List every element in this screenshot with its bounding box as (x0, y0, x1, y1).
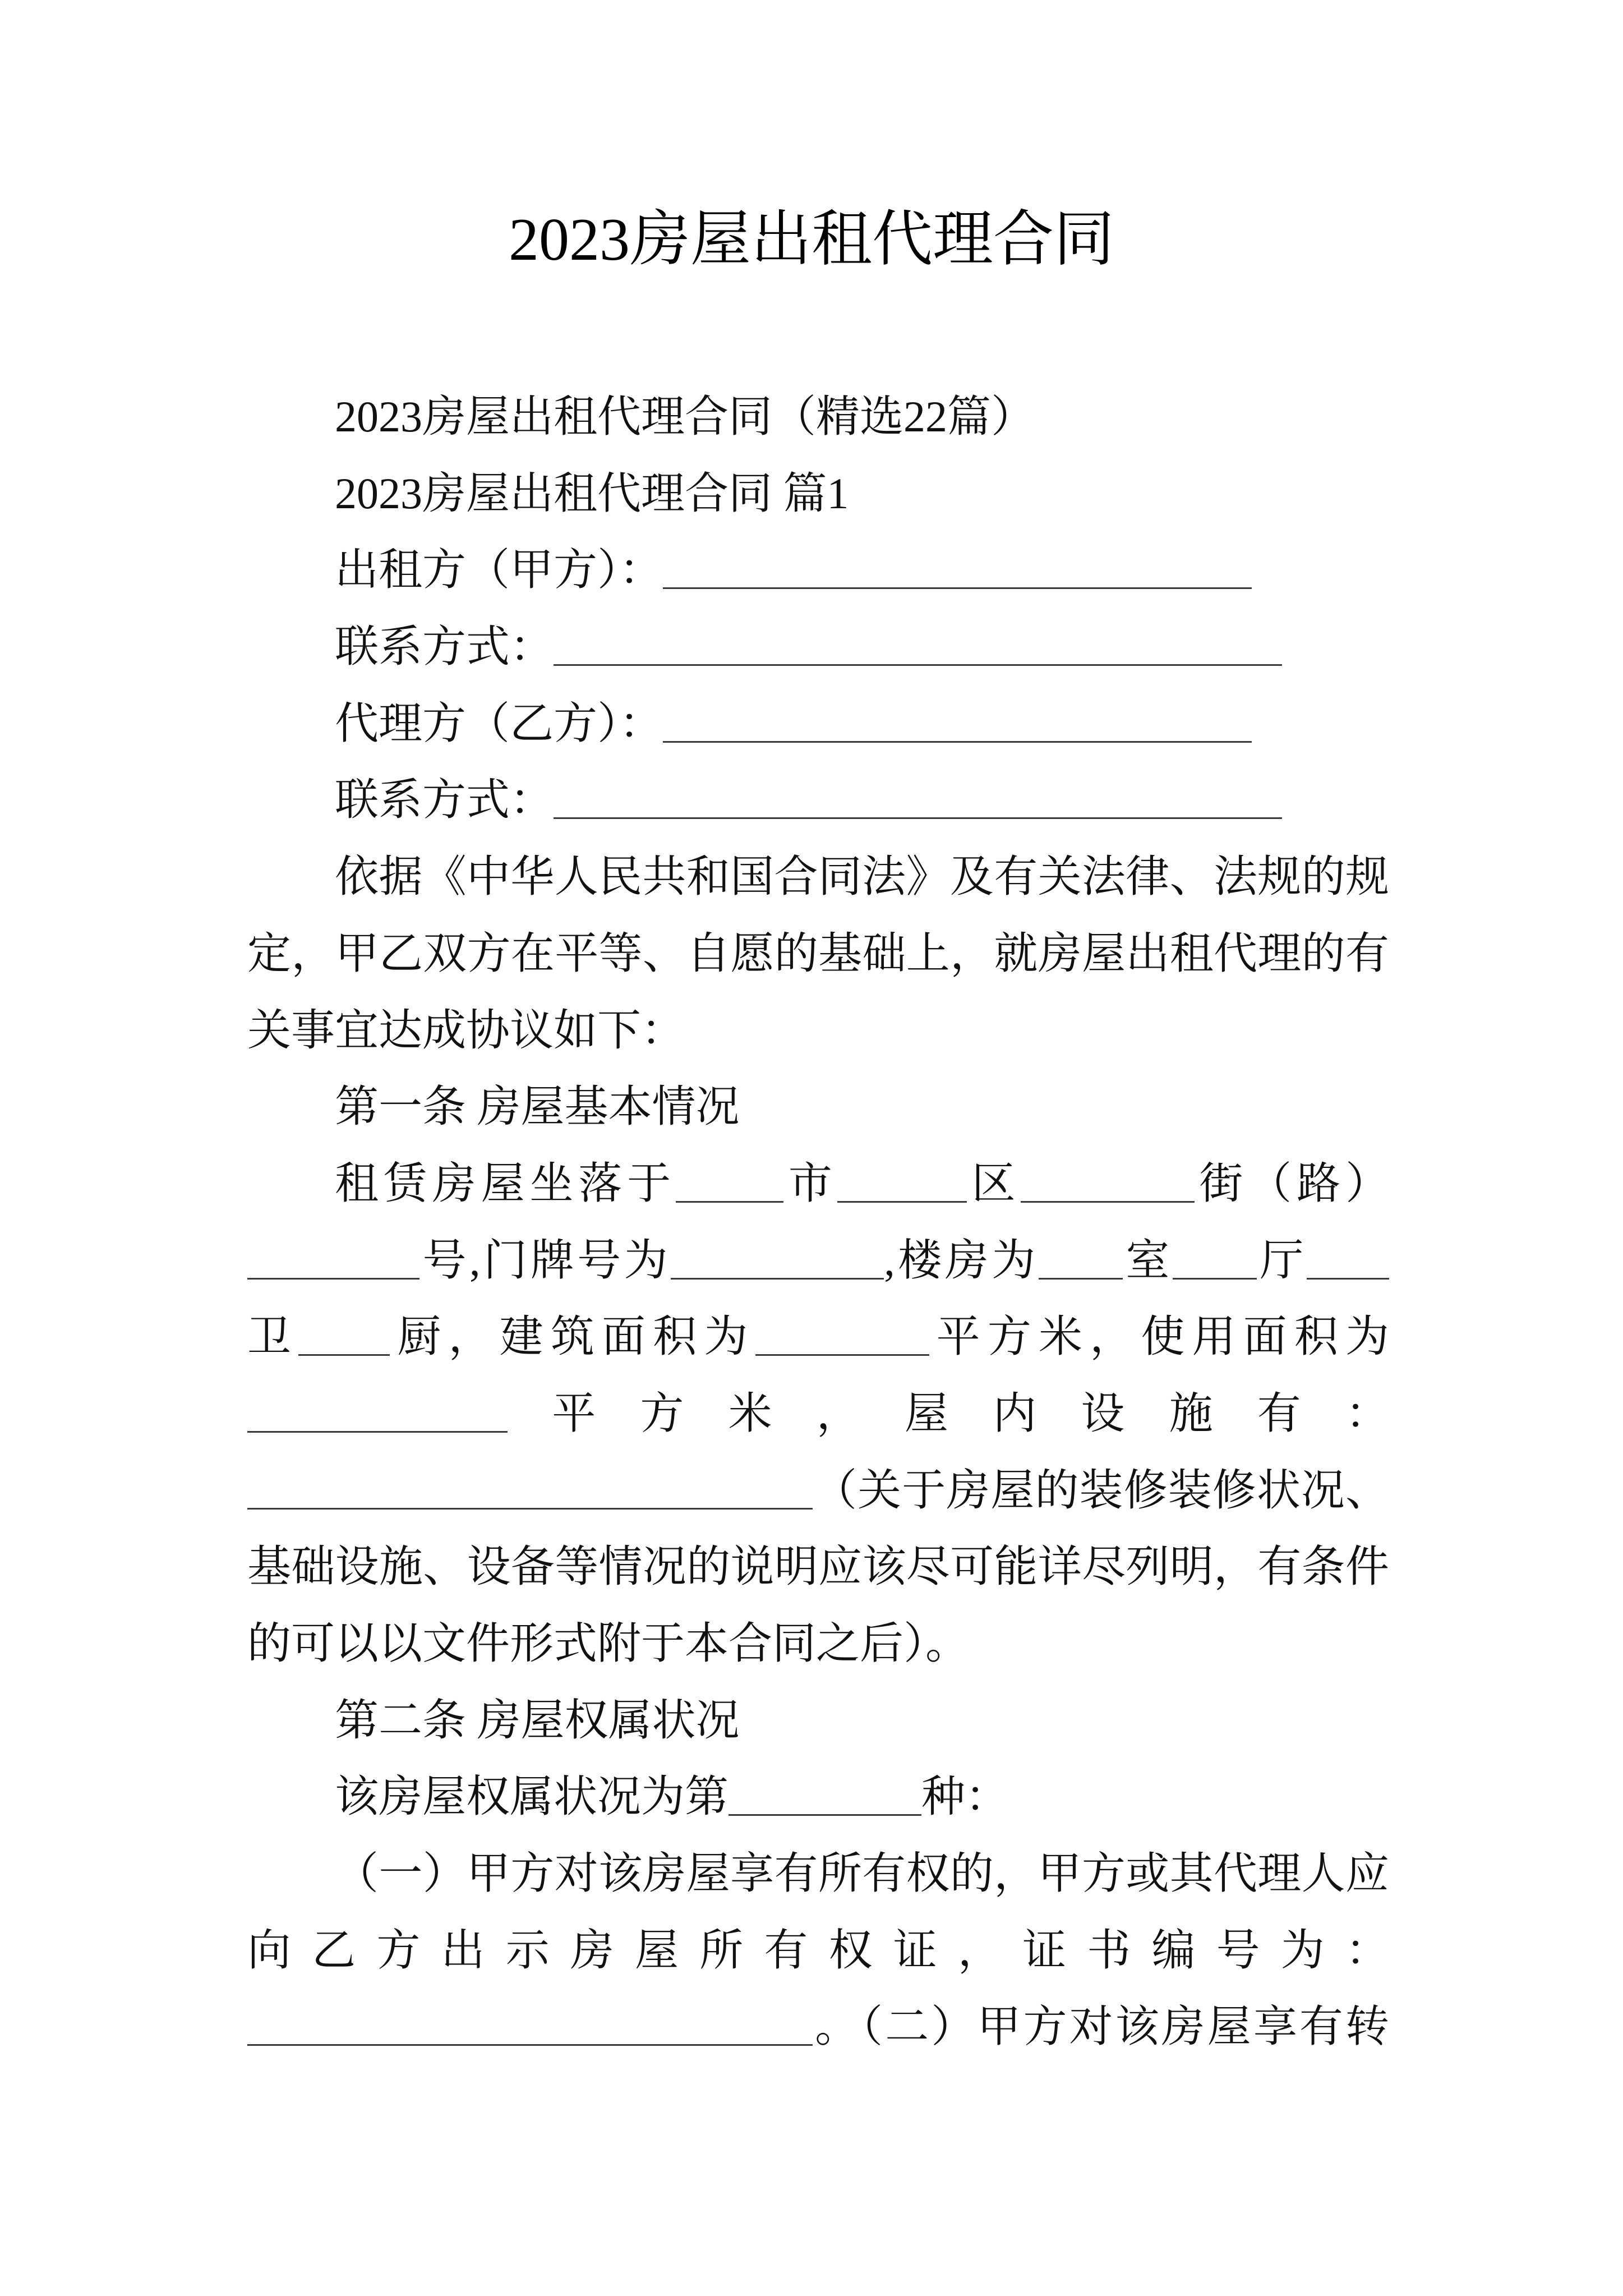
clause-1-line (247, 1145, 1389, 1222)
clause-1-line (247, 1222, 1389, 1299)
clause-text: （关于房屋的装修装修状况、 (813, 1465, 1389, 1515)
article-heading: 2023房屋出租代理合同 篇1 (335, 468, 849, 518)
clause-text: 室 (1122, 1235, 1173, 1285)
room-count-blank (1039, 1278, 1123, 1280)
document-title: 2023房屋出租代理合同 (508, 206, 1114, 273)
ownership-type-blank (728, 1814, 921, 1816)
bathroom-count-blank (1307, 1278, 1389, 1280)
collection-heading: 2023房屋出租代理合同（精选22篇） (335, 392, 1035, 441)
clause-text: ,楼房为 (884, 1235, 1039, 1285)
building-area-blank (755, 1354, 929, 1356)
clause-text: 该房屋权属状况为第 (335, 1772, 729, 1821)
agent-line (247, 685, 1389, 762)
preamble-line: 依据《中华人民共和国合同法》及有关法律、法规的规 (335, 852, 1389, 901)
usable-area-blank (247, 1431, 508, 1433)
clause-2-heading: 第二条 房屋权属状况 (335, 1695, 740, 1745)
clause-text: 。（二）甲方对该房屋享有转 (813, 2002, 1389, 2051)
city-blank (676, 1201, 783, 1203)
lessor-label: 出租方（甲方）： (335, 545, 663, 595)
clause-1-line (247, 1452, 1389, 1529)
clause-1-line (247, 1375, 1389, 1452)
facilities-blank (247, 1508, 813, 1510)
clause-text: 卫 (247, 1312, 299, 1361)
clause-1-heading: 第一条 房屋基本情况 (335, 1082, 740, 1131)
lessor-name-blank (663, 587, 1252, 589)
district-blank (837, 1201, 967, 1203)
clause-2-line: 向乙方出示房屋所有权证，证书编号为： (247, 1925, 1389, 1975)
lessor-contact-blank (554, 664, 1282, 666)
house-number-blank (247, 1278, 419, 1280)
clause-1-line (247, 1299, 1389, 1375)
certificate-number-blank (247, 2044, 813, 2046)
hall-count-blank (1173, 1278, 1257, 1280)
clause-text: 租赁房屋坐落于 (335, 1158, 676, 1208)
agent-label: 代理方（乙方）： (335, 698, 663, 748)
clause-2-line (247, 1989, 1389, 2065)
door-number-blank (671, 1278, 884, 1280)
agent-contact-label: 联系方式： (335, 775, 554, 825)
lessor-line (247, 532, 1389, 609)
lessor-contact-line (247, 609, 1389, 685)
clause-text: 街（路） (1194, 1158, 1389, 1208)
street-blank (1021, 1201, 1195, 1203)
agent-name-blank (663, 741, 1252, 743)
agent-contact-blank (554, 817, 1282, 819)
clause-text: 厨，建筑面积为 (390, 1312, 755, 1361)
preamble-line: 关事宜达成协议如下： (247, 1005, 685, 1055)
document-body (247, 379, 1389, 2065)
clause-text: 厅 (1256, 1235, 1307, 1285)
clause-text: 平方米，使用面积为 (929, 1312, 1389, 1361)
clause-1-line: 基础设施、设备等情况的说明应该尽可能详尽列明，有条件 (247, 1542, 1389, 1591)
clause-2-line: （一）甲方对该房屋享有所有权的，甲方或其代理人应 (335, 1849, 1389, 1898)
lessor-contact-label: 联系方式： (335, 622, 554, 671)
agent-contact-line (247, 762, 1389, 839)
clause-text: 号,门牌号为 (419, 1235, 671, 1285)
clause-text: 区 (966, 1158, 1021, 1208)
clause-2-line (247, 1759, 1389, 1835)
clause-1-line: 的可以以文件形式附于本合同之后）。 (247, 1619, 970, 1668)
clause-text: 市 (783, 1158, 837, 1208)
clause-text: 种： (921, 1772, 1009, 1821)
preamble-line: 定，甲乙双方在平等、自愿的基础上，就房屋出租代理的有 (247, 928, 1389, 978)
clause-text: 平方米，屋内设施有： (508, 1388, 1389, 1438)
kitchen-count-blank (298, 1354, 390, 1356)
